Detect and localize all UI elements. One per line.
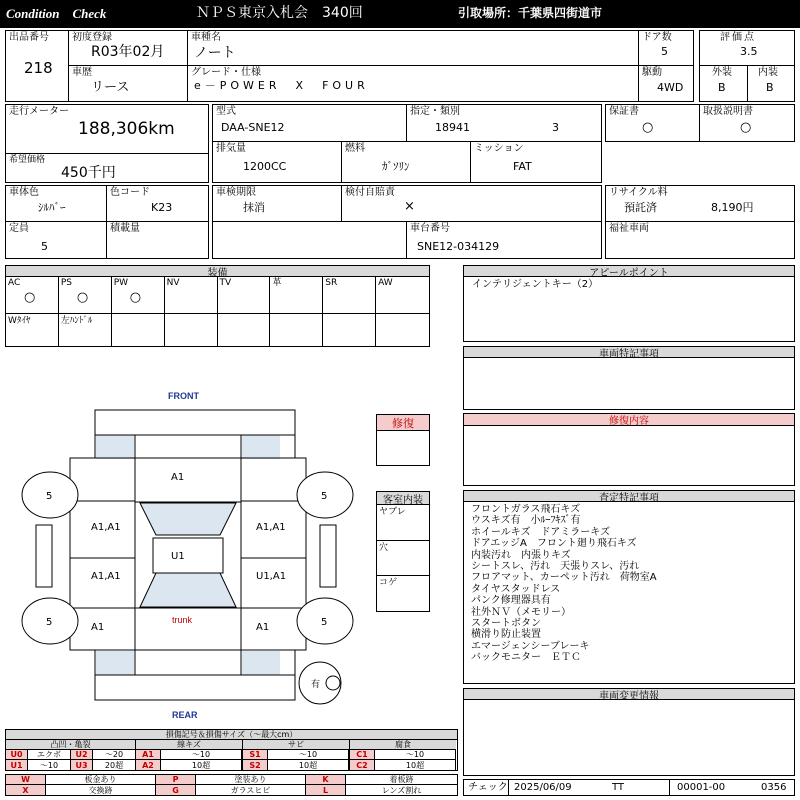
tire-front-right: 5	[321, 491, 328, 502]
lot-number: 218	[24, 59, 53, 77]
change-info-box: 車両変更情報	[463, 688, 795, 776]
equipment-cell	[270, 277, 323, 313]
manual: ○	[740, 120, 752, 135]
equipment-mark: ○	[129, 290, 142, 305]
interior-burn: コゲ	[379, 578, 398, 588]
legend-group-name: 凸凹・亀裂	[6, 740, 135, 750]
left-rear-door-mark: A1,A1	[91, 571, 121, 582]
chassis-box: 車台番号 SNE12-034129	[406, 221, 602, 259]
warranty: ○	[642, 120, 654, 135]
checker: TT	[612, 782, 625, 793]
equipment-label: 左ﾊﾝﾄﾞﾙ	[60, 316, 93, 326]
tire-front-left: 5	[46, 491, 53, 502]
rear-label: REAR	[172, 710, 198, 720]
right-rear-door-mark: U1,A1	[256, 571, 287, 582]
trunk-label: trunk	[172, 615, 193, 625]
insurance-box: 検付自賠責 ×	[341, 185, 602, 222]
legend-desc: ～20	[93, 750, 136, 760]
legend-desc: ～10	[161, 750, 242, 760]
chassis: SNE12-034129	[417, 240, 500, 253]
equipment-cell	[6, 277, 59, 313]
spare-tire-mark: 有	[311, 680, 321, 690]
footer-num: 0356	[761, 782, 787, 793]
mileage-box: 走行メーター 188,306km	[5, 104, 209, 154]
equipment-cell	[59, 277, 112, 313]
equipment-cell	[112, 277, 165, 313]
check-label: チェック	[468, 782, 508, 793]
legend-desc: 20超	[93, 760, 136, 770]
equipment-table	[5, 265, 430, 347]
equipment-cell	[59, 314, 112, 346]
ext-box: 外装 B	[699, 65, 748, 102]
legend-desc: ～10	[28, 760, 71, 770]
score-box: 評価点 3.5	[699, 30, 795, 66]
score: 3.5	[740, 45, 758, 58]
legend-code: P	[156, 775, 196, 785]
inspection-note-line: ホイールキズ ドアミラーキズ	[471, 526, 611, 538]
equipment-mark: ○	[24, 290, 36, 305]
legend-code: C2	[350, 760, 375, 770]
appeal-box: アピールポイント インテリジェントキー（2）	[463, 265, 795, 342]
repair-box: 修復	[376, 414, 430, 466]
first-reg-box: 初度登録 R03年02月	[68, 30, 188, 66]
equipment-cell	[323, 277, 376, 313]
designation-box: 指定・類別 18941 3	[406, 104, 602, 142]
inspection-notes-box: 査定特記事項 フロントガラス飛石キズ ウスキズ有 小ﾙｰﾌｷｽﾞ有 ホイールキズ ドアミラーキズ ドアエッジA フロント廻り飛石キズ 内装汚れ 内張りキズ シートスレ、汚れ 天張りスレ、汚れ フロアマット、カーペット汚れ 荷物室A タイヤスタッドレス パンク修理器具有 社外ＮＶ（メモリー） スタートボタン 横滑り防止装置 エマージェンシーブレーキ バックモニター ＥＴＣ	[463, 490, 795, 684]
recycle-box: リサイクル料 預託済 8,190円	[605, 185, 795, 222]
footer-code: 00001-00	[677, 782, 726, 793]
equipment-cell	[165, 277, 218, 313]
model-box: 型式 DAA-SNE12	[212, 104, 407, 142]
first-reg: R03年02月	[91, 44, 165, 60]
mission-box: ミッション FAT	[470, 141, 602, 183]
legend-code: U2	[71, 750, 93, 760]
ext-grade: B	[718, 81, 726, 94]
right-rear-quarter-mark: A1	[256, 622, 270, 633]
capacity: 5	[41, 240, 48, 253]
inspection-note-line: フロアマット、カーペット汚れ 荷物室A	[471, 572, 657, 584]
equipment-cell	[165, 314, 218, 346]
color-box: 車体色 ｼﾙﾊﾞｰ	[5, 185, 107, 222]
front-label: FRONT	[168, 391, 199, 401]
car-name-box: 車種名 ノート	[187, 30, 639, 66]
inspection-note-line: 社外ＮＶ（メモリー）	[471, 606, 571, 618]
insurance: ×	[404, 199, 415, 214]
legend-code: S2	[243, 760, 268, 770]
legend-desc: ～10	[268, 750, 349, 760]
equipment-cell	[112, 314, 165, 346]
equipment-cell	[218, 277, 271, 313]
recycle-amount: 8,190円	[711, 201, 754, 214]
capacity-box: 定員 5	[5, 221, 107, 259]
legend-desc: レンズ割れ	[381, 785, 422, 795]
displacement: 1200CC	[243, 160, 287, 173]
fuel: ｶﾞｿﾘﾝ	[382, 160, 410, 173]
inspection-note-line: バックモニター ＥＴＣ	[471, 652, 581, 664]
legend-desc: エクボ	[28, 750, 71, 760]
category: 3	[552, 121, 559, 134]
int-box: 内装 B	[747, 65, 795, 102]
equipment-label: AW	[378, 278, 393, 288]
equipment-label: AC	[8, 278, 21, 288]
legend-code: W	[6, 775, 46, 785]
grade-box: グレード・仕様 e－POWER X FOUR	[187, 65, 639, 102]
legend-desc: 交換跡	[46, 785, 156, 795]
equipment-label: PS	[60, 278, 73, 288]
legend-desc: ガラスヒビ	[196, 785, 306, 795]
legend-code: X	[6, 785, 46, 795]
doors: 5	[661, 45, 668, 58]
legend-desc: 10超	[375, 760, 456, 770]
legend-code: U3	[71, 760, 93, 770]
car-name: ノート	[194, 45, 236, 61]
right-front-door-mark: A1,A1	[256, 522, 286, 533]
legend-code: U0	[6, 750, 28, 760]
welfare-box: 福祉車両	[605, 221, 795, 259]
mileage: 188,306km	[78, 119, 175, 139]
lot-box: 出品番号 218	[5, 30, 69, 102]
color-code-box: 色コード K23	[106, 185, 209, 222]
inspection-note-line: フロントガラス飛石キズ	[471, 504, 581, 515]
pickup-location: 引取場所：千葉県四街道市	[458, 6, 603, 20]
legend-code: A1	[136, 750, 161, 760]
header-bar	[0, 0, 800, 28]
int-grade: B	[766, 81, 774, 94]
doors-box: ドア数 5	[638, 30, 694, 66]
history: リース	[91, 80, 130, 95]
mission: FAT	[513, 160, 532, 173]
legend-code: U1	[6, 760, 28, 770]
legend-group	[243, 740, 350, 770]
special-box: 車両特記事項	[463, 346, 795, 410]
equipment-mark: ○	[76, 290, 89, 305]
inspection-note-line: 内装汚れ 内張りキズ	[471, 549, 571, 561]
equipment-label: 革	[272, 278, 282, 288]
legend-group-name: 腐食	[350, 740, 456, 750]
roof-mark: U1	[171, 551, 185, 562]
legend-group-name: サビ	[243, 740, 349, 750]
color: ｼﾙﾊﾞｰ	[38, 201, 66, 214]
color-code: K23	[151, 201, 173, 214]
equipment-label: NV	[166, 278, 180, 288]
legend-code: A2	[136, 760, 161, 770]
legend-code: S1	[243, 750, 268, 760]
legend-code: C1	[350, 750, 375, 760]
inspection-note-line: ドアエッジA フロント廻り飛石キズ	[471, 538, 637, 550]
footer-check	[463, 779, 795, 796]
legend-group	[6, 740, 136, 770]
inspection-note-line: 横滑り防止装置	[471, 629, 541, 641]
tire-rear-left: 5	[46, 617, 53, 628]
equipment-cell	[6, 314, 59, 346]
legend-group-name: 線キズ	[136, 740, 242, 750]
equipment-cell	[376, 314, 429, 346]
legend-desc: 着板跡	[346, 775, 457, 785]
left-rear-quarter-mark: A1	[91, 622, 105, 633]
legend-desc: 塗装あり	[196, 775, 306, 785]
history-box: 車歴 リース	[68, 65, 188, 102]
legend-code: G	[156, 785, 196, 795]
load-box: 積載量	[106, 221, 209, 259]
car-diagram	[0, 385, 380, 725]
inspection-note-line: シートスレ、汚れ 天張りスレ、汚れ	[471, 561, 640, 573]
inspection-box: 車検期限 抹消	[212, 185, 342, 222]
equipment-cell	[218, 314, 271, 346]
equipment-title: 装備	[6, 266, 429, 277]
drive: 4WD	[657, 81, 684, 94]
fuel-box: 燃料 ｶﾞｿﾘﾝ	[341, 141, 471, 183]
displacement-box: 排気量 1200CC	[212, 141, 342, 183]
blank-box	[212, 221, 407, 259]
tire-rear-right: 5	[321, 617, 328, 628]
equipment-label: PW	[113, 278, 129, 288]
price-box: 希望価格 450千円	[5, 153, 209, 183]
inspection: 抹消	[243, 201, 265, 214]
equipment-cell	[376, 277, 429, 313]
legend-desc: 板金あり	[46, 775, 156, 785]
legend-code: L	[306, 785, 346, 795]
repair-content-box: 修復内容	[463, 413, 795, 486]
grade: e－POWER X FOUR	[194, 79, 369, 92]
recycle-status: 預託済	[624, 201, 657, 214]
warranty-box: 保証書 ○	[605, 104, 700, 142]
interior-box: 客室内装 ヤブレ 穴 コゲ	[376, 491, 430, 612]
appeal-text: インテリジェントキー（2）	[472, 279, 599, 290]
interior-hole: 穴	[379, 543, 389, 553]
check-date: 2025/06/09	[514, 782, 572, 793]
legend-desc: ～10	[375, 750, 456, 760]
left-front-door-mark: A1,A1	[91, 522, 121, 533]
model: DAA-SNE12	[221, 121, 285, 134]
legend-bottom	[5, 774, 458, 796]
inspection-note-line: パンク修理器具有	[471, 595, 551, 607]
price: 450千円	[61, 165, 116, 181]
inspection-note-line: スタートボタン	[471, 618, 541, 630]
inspection-note-line: エマージェンシーブレーキ	[471, 640, 590, 652]
designation: 18941	[435, 121, 470, 134]
drive-box: 駆動 4WD	[638, 65, 694, 102]
inspection-note-line: タイヤスタッドレス	[471, 583, 561, 595]
equipment-label: Wﾀｲﾔ	[8, 316, 31, 326]
legend-group	[136, 740, 243, 770]
equipment-label: SR	[325, 278, 338, 288]
manual-box: 取扱説明書 ○	[699, 104, 795, 142]
auction-name: ＮＰＳ東京入札会 340回	[196, 5, 363, 21]
legend-table: 損傷記号＆損傷サイズ（～最大cm） 凸凹・亀裂 U0 エクボ U2 ～20 U1 ～10 U3 20超 線キズ A1 ～10 A2 10超 サビ S1 ～10 S2 10超 腐食 C1 ～10 C2 10超	[5, 729, 458, 771]
legend-desc: 10超	[161, 760, 242, 770]
legend-code: K	[306, 775, 346, 785]
equipment-cell	[270, 314, 323, 346]
header-title: Condition Check	[6, 6, 107, 21]
legend-group	[350, 740, 457, 770]
hood-mark: A1	[171, 472, 185, 483]
equipment-cell	[323, 314, 376, 346]
inspection-note-line: ウスキズ有 小ﾙｰﾌｷｽﾞ有	[471, 515, 581, 527]
legend-desc: 10超	[268, 760, 349, 770]
interior-tear: ヤブレ	[379, 507, 406, 517]
equipment-label: TV	[219, 278, 232, 288]
